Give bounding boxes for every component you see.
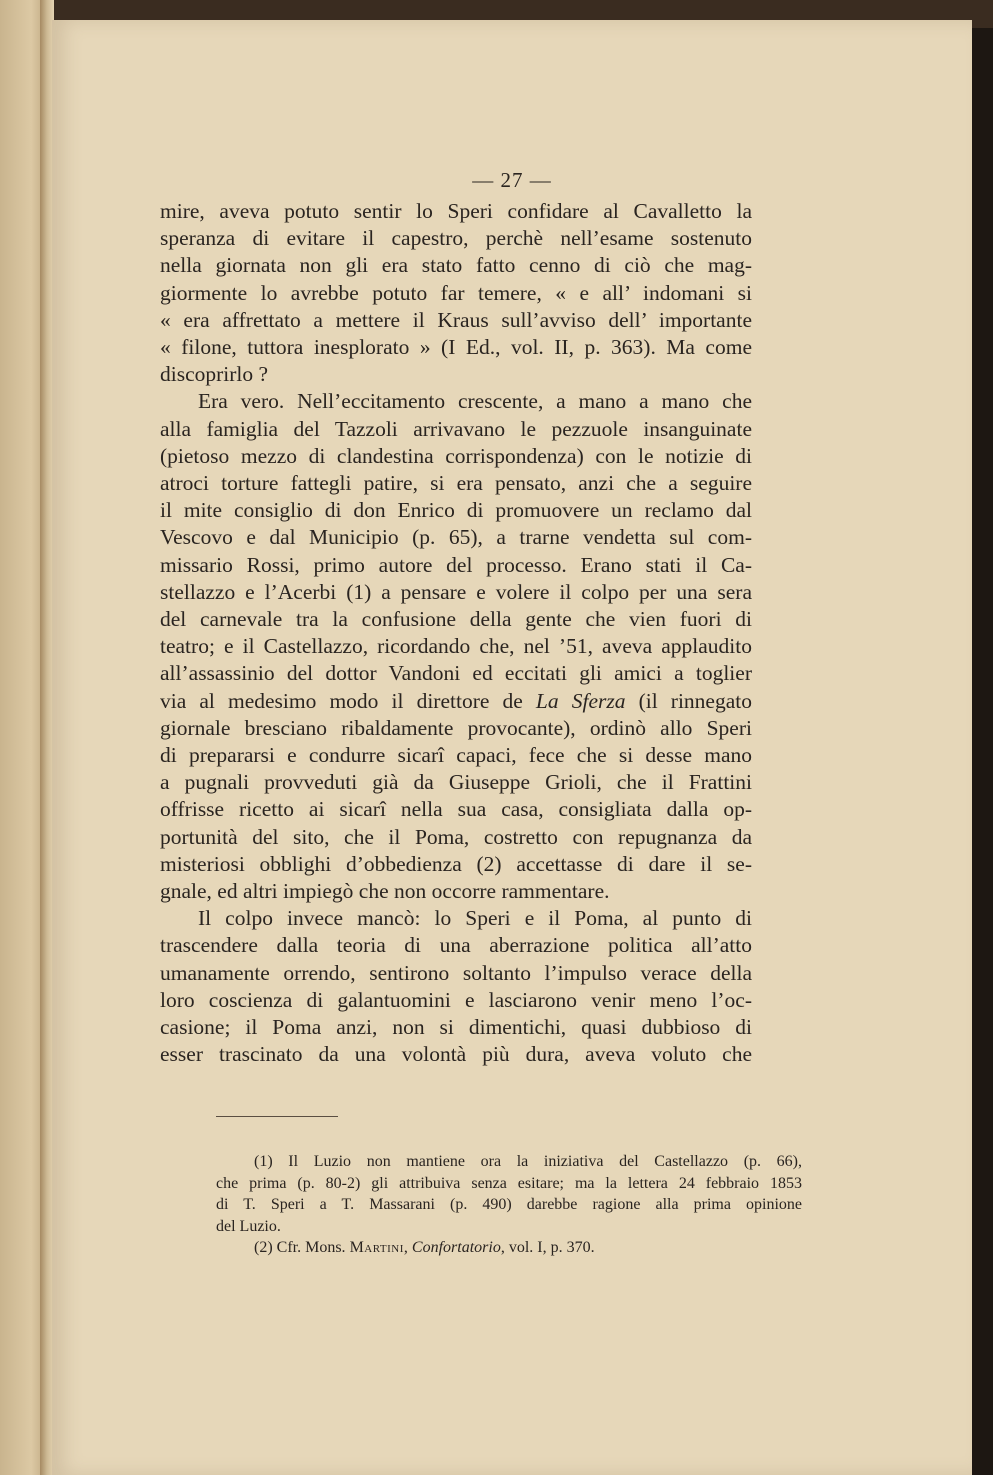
- footnote-line: (2) Cfr. Mons. Martini, Confortatorio, vol. I, p. 370.: [254, 1239, 595, 1256]
- text-line: all’assassinio del dottor Vandoni ed eccitati gli amici a toglier: [160, 661, 752, 686]
- footnote-line: (1) Il Luzio non mantiene ora la iniziativa del Castellazzo (p. 66),: [254, 1153, 802, 1170]
- text-line: loro coscienza di galantuomini e lasciarono venir meno l’oc-: [160, 987, 752, 1012]
- book-page: [52, 20, 972, 1475]
- footnote-2-suffix: , vol. I, p. 370.: [500, 1239, 595, 1256]
- text-line: casione; il Poma anzi, non si dimentichi, quasi dubbioso di: [160, 1015, 752, 1040]
- text-line: discoprirlo ?: [160, 362, 269, 387]
- text-line: alla famiglia del Tazzoli arrivavano le pezzuole insanguinate: [160, 416, 752, 441]
- text-line: a pugnali provveduti già da Giuseppe Grioli, che il Frattini: [160, 770, 752, 795]
- text-line: giormente lo avrebbe potuto far temere, « e all’ indomani si: [160, 280, 752, 305]
- text-line: Vescovo e dal Municipio (p. 65), a trarne vendetta sul com-: [160, 525, 752, 550]
- text-line: Era vero. Nell’eccitamento crescente, a mano a mano che: [198, 389, 752, 414]
- text-line: offrisse ricetto ai sicarî nella sua casa, consigliata dalla op-: [160, 797, 752, 822]
- text-line: nella giornata non gli era stato fatto cenno di ciò che mag-: [160, 253, 752, 278]
- footnote-2: [216, 1237, 802, 1259]
- text-line: umanamente orrendo, sentirono soltanto l’impulso verace della: [160, 960, 752, 985]
- footnotes: [216, 1151, 802, 1259]
- paragraph-2: [160, 388, 752, 905]
- text-line: speranza di evitare il capestro, perchè nell’esame sostenuto: [160, 226, 752, 251]
- text-line: giornale bresciano ribaldamente provocante), ordinò allo Speri: [160, 715, 752, 740]
- footnote-2-title: Confortatorio: [411, 1239, 501, 1256]
- page-number: — 27 —: [472, 168, 552, 192]
- paragraph-3: [160, 905, 752, 1068]
- text-line: teatro; e il Castellazzo, ricordando che, nel ’51, aveva applaudito: [160, 634, 752, 659]
- text-line: « filone, tuttora inesplorato » (I Ed., vol. II, p. 363). Ma come: [160, 335, 752, 360]
- text-line: atroci torture fattegli patire, si era pensato, anzi che a seguire: [160, 471, 752, 496]
- text-line: (pietoso mezzo di clandestina corrispondenza) con le notizie di: [160, 443, 752, 468]
- text-line: « era affrettato a mettere il Kraus sull’avviso dell’ importante: [160, 307, 752, 332]
- footnote-divider: [216, 1116, 338, 1117]
- footnote-2-prefix: (2) Cfr. Mons.: [254, 1239, 346, 1256]
- text-line: gnale, ed altri impiegò che non occorre rammentare.: [160, 879, 610, 904]
- text-line: mire, aveva potuto sentir lo Speri confidare al Cavalletto la: [160, 199, 752, 223]
- text-line: del carnevale tra la confusione della gente che vien fuori di: [160, 607, 752, 632]
- footnote-1: [216, 1151, 802, 1237]
- text-line: missario Rossi, primo autore del processo. Erano stati il Ca-: [160, 552, 752, 577]
- footnote-line: che prima (p. 80-2) gli attribuiva senza esitare; ma la lettera 24 febbraio 1853: [216, 1174, 802, 1192]
- paragraph-1: [160, 198, 752, 388]
- text-line: esser trascinato da una volontà più dura, aveva voluto che: [160, 1042, 752, 1067]
- footnote-line: di T. Speri a T. Massarani (p. 490) darebbe ragione alla prima opinione: [216, 1196, 802, 1213]
- footnote-line: del Luzio.: [216, 1217, 281, 1235]
- page-right-edge: [972, 28, 993, 1475]
- text-line: il mite consiglio di don Enrico di promuovere un reclamo dal: [160, 498, 752, 523]
- text-line: Il colpo invece mancò: lo Speri e il Poma, al punto di: [198, 906, 752, 931]
- text-line: trascendere dalla teoria di una aberrazione politica all’atto: [160, 933, 752, 958]
- body-text: [160, 198, 752, 1069]
- footnote-2-author: Martini: [349, 1239, 404, 1256]
- text-line: di prepararsi e condurre sicarî capaci, fece che si desse mano: [160, 743, 752, 768]
- text-line: misteriosi obblighi d’obbedienza (2) accettasse di dare il se-: [160, 851, 752, 876]
- text-line-with-italic: via al medesimo modo il direttore de La Sferza (il rinnegato: [160, 688, 752, 713]
- text-line: portunità del sito, che il Poma, costretto con repugnanza da: [160, 824, 752, 849]
- text-line: stellazzo e l’Acerbi (1) a pensare e volere il colpo per una sera: [160, 579, 752, 604]
- italic-title: La Sferza: [535, 688, 626, 713]
